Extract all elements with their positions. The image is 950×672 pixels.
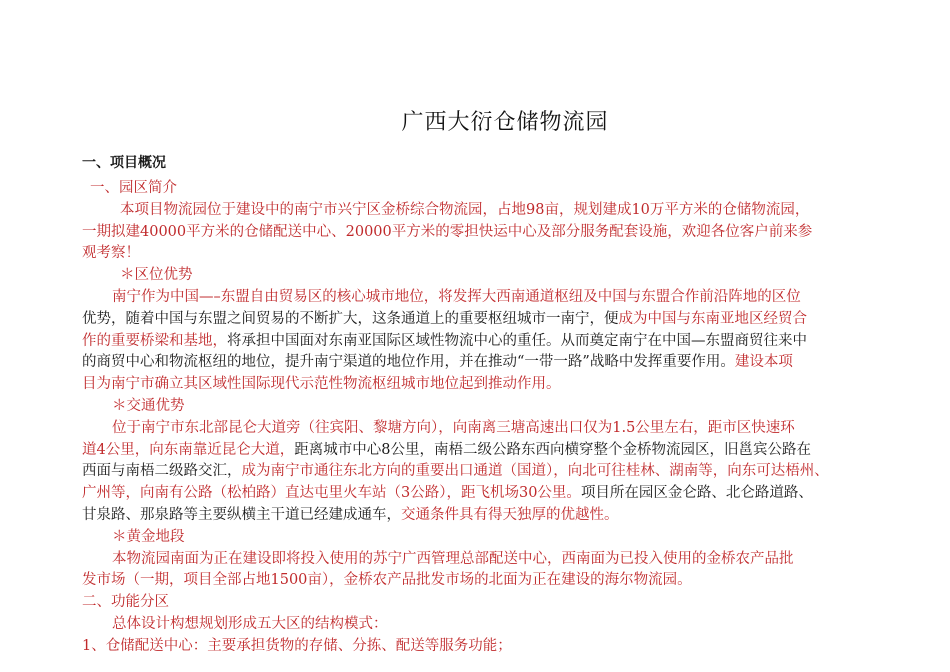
subheading-gold-location: ＊黄金地段 [112,528,185,545]
function-item-1: 1、仓储配送中心：主要承担货物的存储、分拣、配送等服务功能； [82,637,512,654]
location-line-2-black: 优势，随着中国与东盟之间贸易的不断扩大，这条通道上的重要枢纽城市一南宁，便 [82,310,619,327]
location-line-2-red: 成为中国与东南亚地区经贸合 [618,310,807,327]
traffic-line-2-black: 距离城市中心8公里，南梧二级公路东西向横穿整个金桥物流园区，旧邕宾公路在 [294,441,811,458]
subheading-location: ＊区位优势 [120,267,193,284]
traffic-line-5 [82,505,890,527]
location-line-4-red: 建设本项 [734,354,793,371]
traffic-line-3-red: 成为南宁市通往东北方向的重要出口通道（国道），向北可往桂林、湖南等，向东可达梧州、 [241,463,829,480]
subheading-function-zones: 二、功能分区 [82,594,169,611]
location-line-1: 南宁作为中国—–东盟自由贸易区的核心城市地位，将发挥大西南通道枢纽及中国与东盟合作前沿阵地的区位 [112,288,801,305]
gold-line-2: 发市场（一期，项目全部占地1500亩），金桥农产品批发市场的北面为正在建设的海尔物流园。 [82,572,692,589]
subheading-traffic: ＊交通优势 [112,397,185,414]
location-line-3-red: 作的重要桥梁和基地， [82,332,227,349]
location-line-4-black: 的商贸中心和物流枢纽的地位，提升南宁渠道的地位作用，并在推动“一带一路”战略中发挥重要作用。 [82,354,735,371]
traffic-line-4-black: 项目所在园区金仑路、北仑路道路、 [580,485,813,502]
page-title: 广西大衍仓储物流园 [401,110,609,135]
traffic-line-5-black: 甘泉路、那泉路等主要纵横主干道已经建成通车， [82,506,401,523]
traffic-line-3-black: 西面与南梧二级路交汇， [82,463,242,480]
function-intro: 总体设计构想规划形成五大区的结构模式： [112,615,388,632]
traffic-line-4-red: 广州等，向南有公路（松柏路）直达屯里火车站（3公路），距飞机场30公里。 [82,485,581,502]
location-line-3-black: 将承担中国面对东南亚国际区域性物流中心的重任。从而奠定南宁在中国—东盟商贸往来中 [227,332,807,349]
traffic-line-3 [82,461,890,483]
gold-line-1: 本物流园南面为正在建设即将投入使用的苏宁广西管理总部配送中心，西南面为已投入使用的金桥农产品批 [112,550,794,567]
intro-line-3: 观考察！ [82,245,140,262]
location-line-3 [82,331,890,353]
intro-line-1: 本项目物流园位于建设中的南宁市兴宁区金桥综合物流园，占地98亩，规划建成10万平方米的仓储物流园， [120,201,810,218]
location-line-4 [82,352,890,374]
traffic-line-5-red: 交通条件具有得天独厚的优越性。 [401,506,619,523]
intro-line-2: 一期拟建40000平方米的仓储配送中心、20000平方米的零担快运中心及部分服务配套设施，欢迎各位客户前来参 [82,223,813,240]
document-body [82,150,890,658]
location-line-2 [82,309,890,331]
location-line-5: 目为南宁市确立其区域性国际现代示范性物流枢纽城市地位起到推动作用。 [82,376,561,393]
traffic-line-1: 位于南宁市东北部昆仑大道旁（往宾阳、黎塘方向），向南离三塘高速出口仅为1.5公里左右，距市区快速环 [112,419,795,436]
traffic-line-2 [82,440,890,462]
traffic-line-2-red: 道4公里，向东南靠近昆仑大道， [82,441,295,458]
traffic-line-4 [82,483,890,505]
subheading-park-intro: 一、园区简介 [90,180,177,196]
section-heading-overview: 一、项目概况 [82,155,166,171]
